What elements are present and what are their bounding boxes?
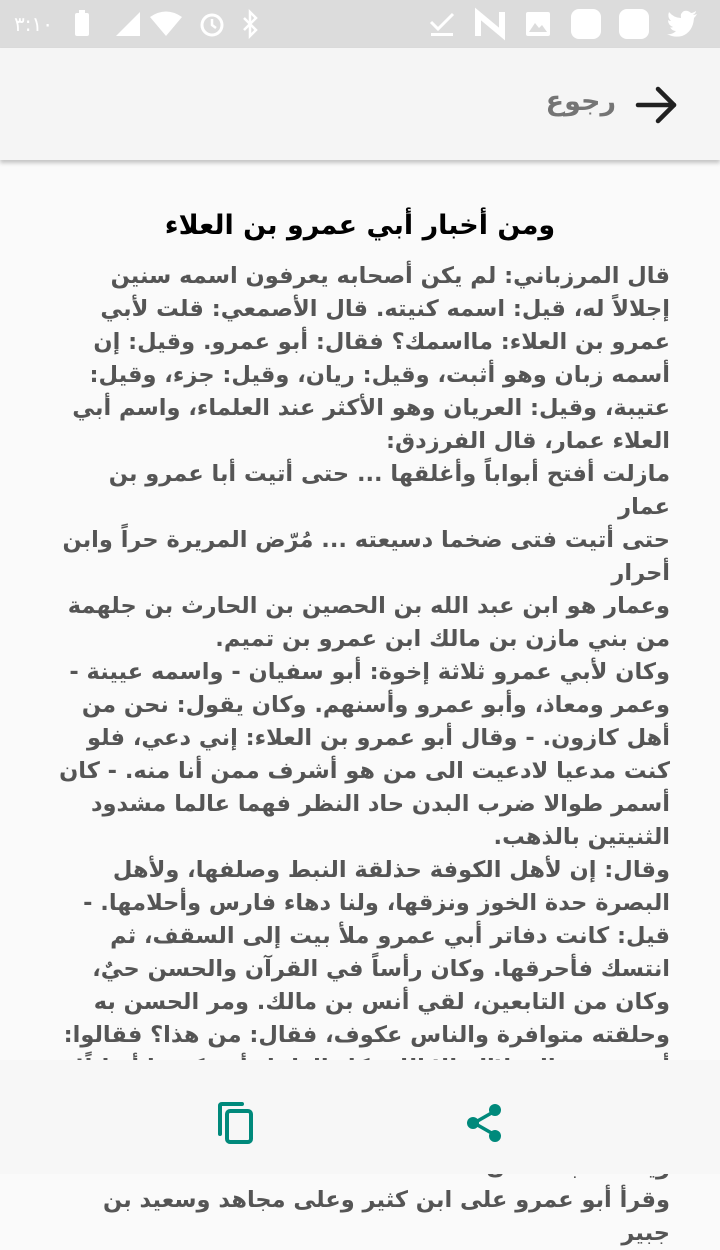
battery-icon (68, 10, 96, 38)
app-icon (572, 10, 600, 38)
alarm-icon (198, 10, 226, 38)
bluetooth-icon (236, 10, 264, 38)
app-bar (0, 48, 720, 160)
image-icon (524, 10, 552, 38)
share-icon[interactable] (462, 1100, 508, 1146)
n-icon (476, 10, 504, 38)
app-icon (620, 10, 648, 38)
wifi-icon (152, 10, 180, 38)
status-time: ٣:١٠ (14, 12, 53, 36)
back-label[interactable]: رجوع (545, 86, 616, 117)
twitter-icon (668, 10, 696, 38)
check-icon (428, 10, 456, 38)
article-container[interactable] (0, 160, 720, 1246)
signal-icon (114, 10, 142, 38)
copy-icon[interactable] (212, 1100, 258, 1146)
article-title: ومن أخبار أبي عمرو بن العلاء (164, 210, 556, 241)
article-body: قال المرزباني: لم يكن أصحابه يعرفون اسمه سنين إجلالاً له، قيل: اسمه كنيته. قال الأصمعي: قلت لأبي عمرو بن العلاء: مااسمك؟ فقال: أبو عمرو. وقيل: إن أسمه زبان وهو أثبت، وقيل: ريان، وقيل: جزء، وقيل: عتيبة، وقيل: العريان وهو الأكثر عند العلماء، واسم أبي العلاء عمار، قال الفرزدق: مازلت أفتح أبواباً وأغلقها ... حتى أتيت أبا عمرو بن عمار حتى أتيت فتى ضخما دسيعته ... مُرّض المريرة حراً وابن أحرار وعمار هو ابن عبد الله بن الحصين بن الحارث بن جلهمة من بني مازن بن مالك ابن عمرو بن تميم. وكان لأبي عمرو ثلاثة إخوة: أبو سفيان - واسمه عيينة - وعمر ومعاذ، وأبو عمرو وأسنهم. وكان يقول: نحن من أهل كازون. - وقال أبو عمرو بن العلاء: إني دعي، فلو كنت مدعيا لادعيت الى من هو أشرف ممن أنا منه. - كان أسمر طوالا ضرب البدن حاد النظر فهما عالما مشدود الثنيتين بالذهب. وقال: إن لأهل الكوفة حذلقة النبط وصلفها، ولأهل البصرة حدة الخوز ونزقها، ولنا دهاء فارس وأحلامها. - قيل: كانت دفاتر أبي عمرو ملأ بيت إلى السقف، ثم انتسك فأحرقها. وكان رأساً في القرآن والحسن حيٌ، وكان من التابعين، لقي أنس بن مالك. ومر الحسن به وحلقته متوافرة والناس عكوف، فقال: من هذا؟ فقالوا: وقرأ أبو عمرو على ابن كثير وعلى مجاهد وسعيد بن جبير (59, 263, 670, 1246)
bottom-bar (0, 1060, 720, 1174)
arrow-right-icon[interactable] (634, 82, 680, 128)
status-bar (0, 0, 720, 48)
